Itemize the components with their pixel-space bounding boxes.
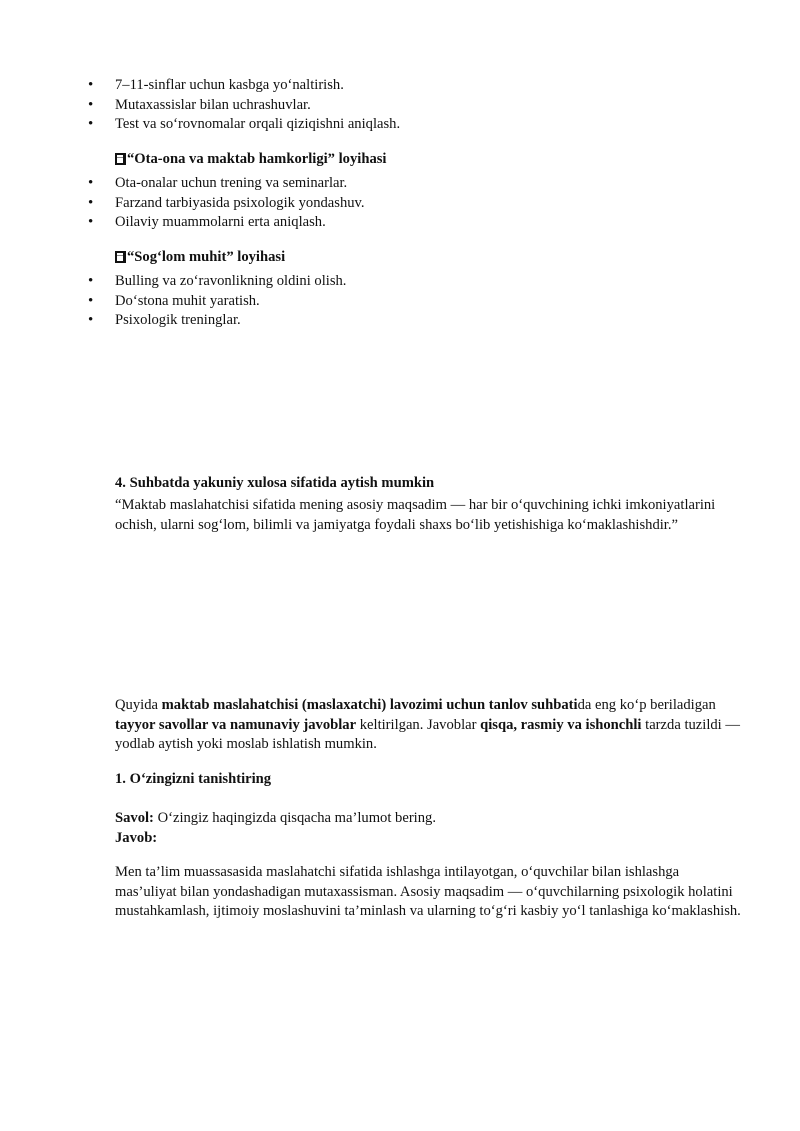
- answer-label: Javob:: [115, 829, 158, 846]
- list-item: • 7–11-sinflar uchun kasbga yo‘naltirish.: [88, 76, 748, 96]
- list-item: • Bulling va zo‘ravonlikning oldini olish.: [88, 272, 748, 292]
- answer-text: Men ta’lim muassasasida maslahatchi sifatida ishlashga intilayotgan, o‘quvchilar bilan ishlashga mas’uliyat bilan yondashadigan mutaxassisman. Asosiy maqsadim — o‘quvchilarning psixologik holatini mustahkamlash, ijtimoiy moslashuvini ta’minlash va ularning to‘g‘ri kasbiy yo‘l tanlashiga ko‘maklashish.: [115, 864, 741, 919]
- career-guidance-list: [88, 76, 748, 135]
- project-title: “Ota-ona va maktab hamkorligi” loyihasi: [127, 151, 387, 167]
- project-heading-parent-school: [115, 150, 386, 170]
- question-block: [115, 809, 743, 848]
- question-label: Savol:: [115, 810, 154, 826]
- list-item: • Mutaxassislar bilan uchrashuvlar.: [88, 96, 748, 116]
- parent-school-list: [88, 174, 748, 233]
- intro-paragraph: Quyida maktab maslahatchisi (maslaxatchi) lavozimi uchun tanlov suhbatida eng ko‘p beriladigan tayyor savollar va namunaviy javoblar keltirilgan. Javoblar qisqa, rasmiy va ishonchli tarzda tuzildi — yodlab aytish yoki moslab ishlatish mumkin.: [115, 697, 740, 752]
- healthy-environment-list: [88, 272, 748, 331]
- question-text: O‘zingiz haqingizda qisqacha ma’lumot bering.: [153, 810, 436, 826]
- list-item: • Farzand tarbiyasida psixologik yondashuv.: [88, 194, 748, 214]
- project-icon: [115, 153, 126, 165]
- list-item: • Oilaviy muammolarni erta aniqlash.: [88, 213, 748, 233]
- list-item: • Psixologik treninglar.: [88, 311, 748, 331]
- conclusion-quote: “Maktab maslahatchisi sifatida mening asosiy maqsadim — har bir o‘quvchining ichki imkoniyatlarini ochish, ularni sog‘lom, bilimli va jamiyatga foydali shaxs bo‘lib yetishishiga ko‘maklashishdir.”: [115, 497, 716, 533]
- section-heading-introduce-yourself: 1. O‘zingizni tanishtiring: [115, 771, 272, 787]
- project-heading-healthy-environment: [115, 248, 285, 268]
- section-heading-conclusion: 4. Suhbatda yakuniy xulosa sifatida aytish mumkin: [115, 475, 435, 491]
- project-icon: [115, 251, 126, 263]
- project-title: “Sog‘lom muhit” loyihasi: [127, 249, 286, 265]
- list-item: • Ota-onalar uchun trening va seminarlar.: [88, 174, 748, 194]
- list-item: • Test va so‘rovnomalar orqali qiziqishni aniqlash.: [88, 115, 748, 135]
- list-item: • Do‘stona muhit yaratish.: [88, 292, 748, 312]
